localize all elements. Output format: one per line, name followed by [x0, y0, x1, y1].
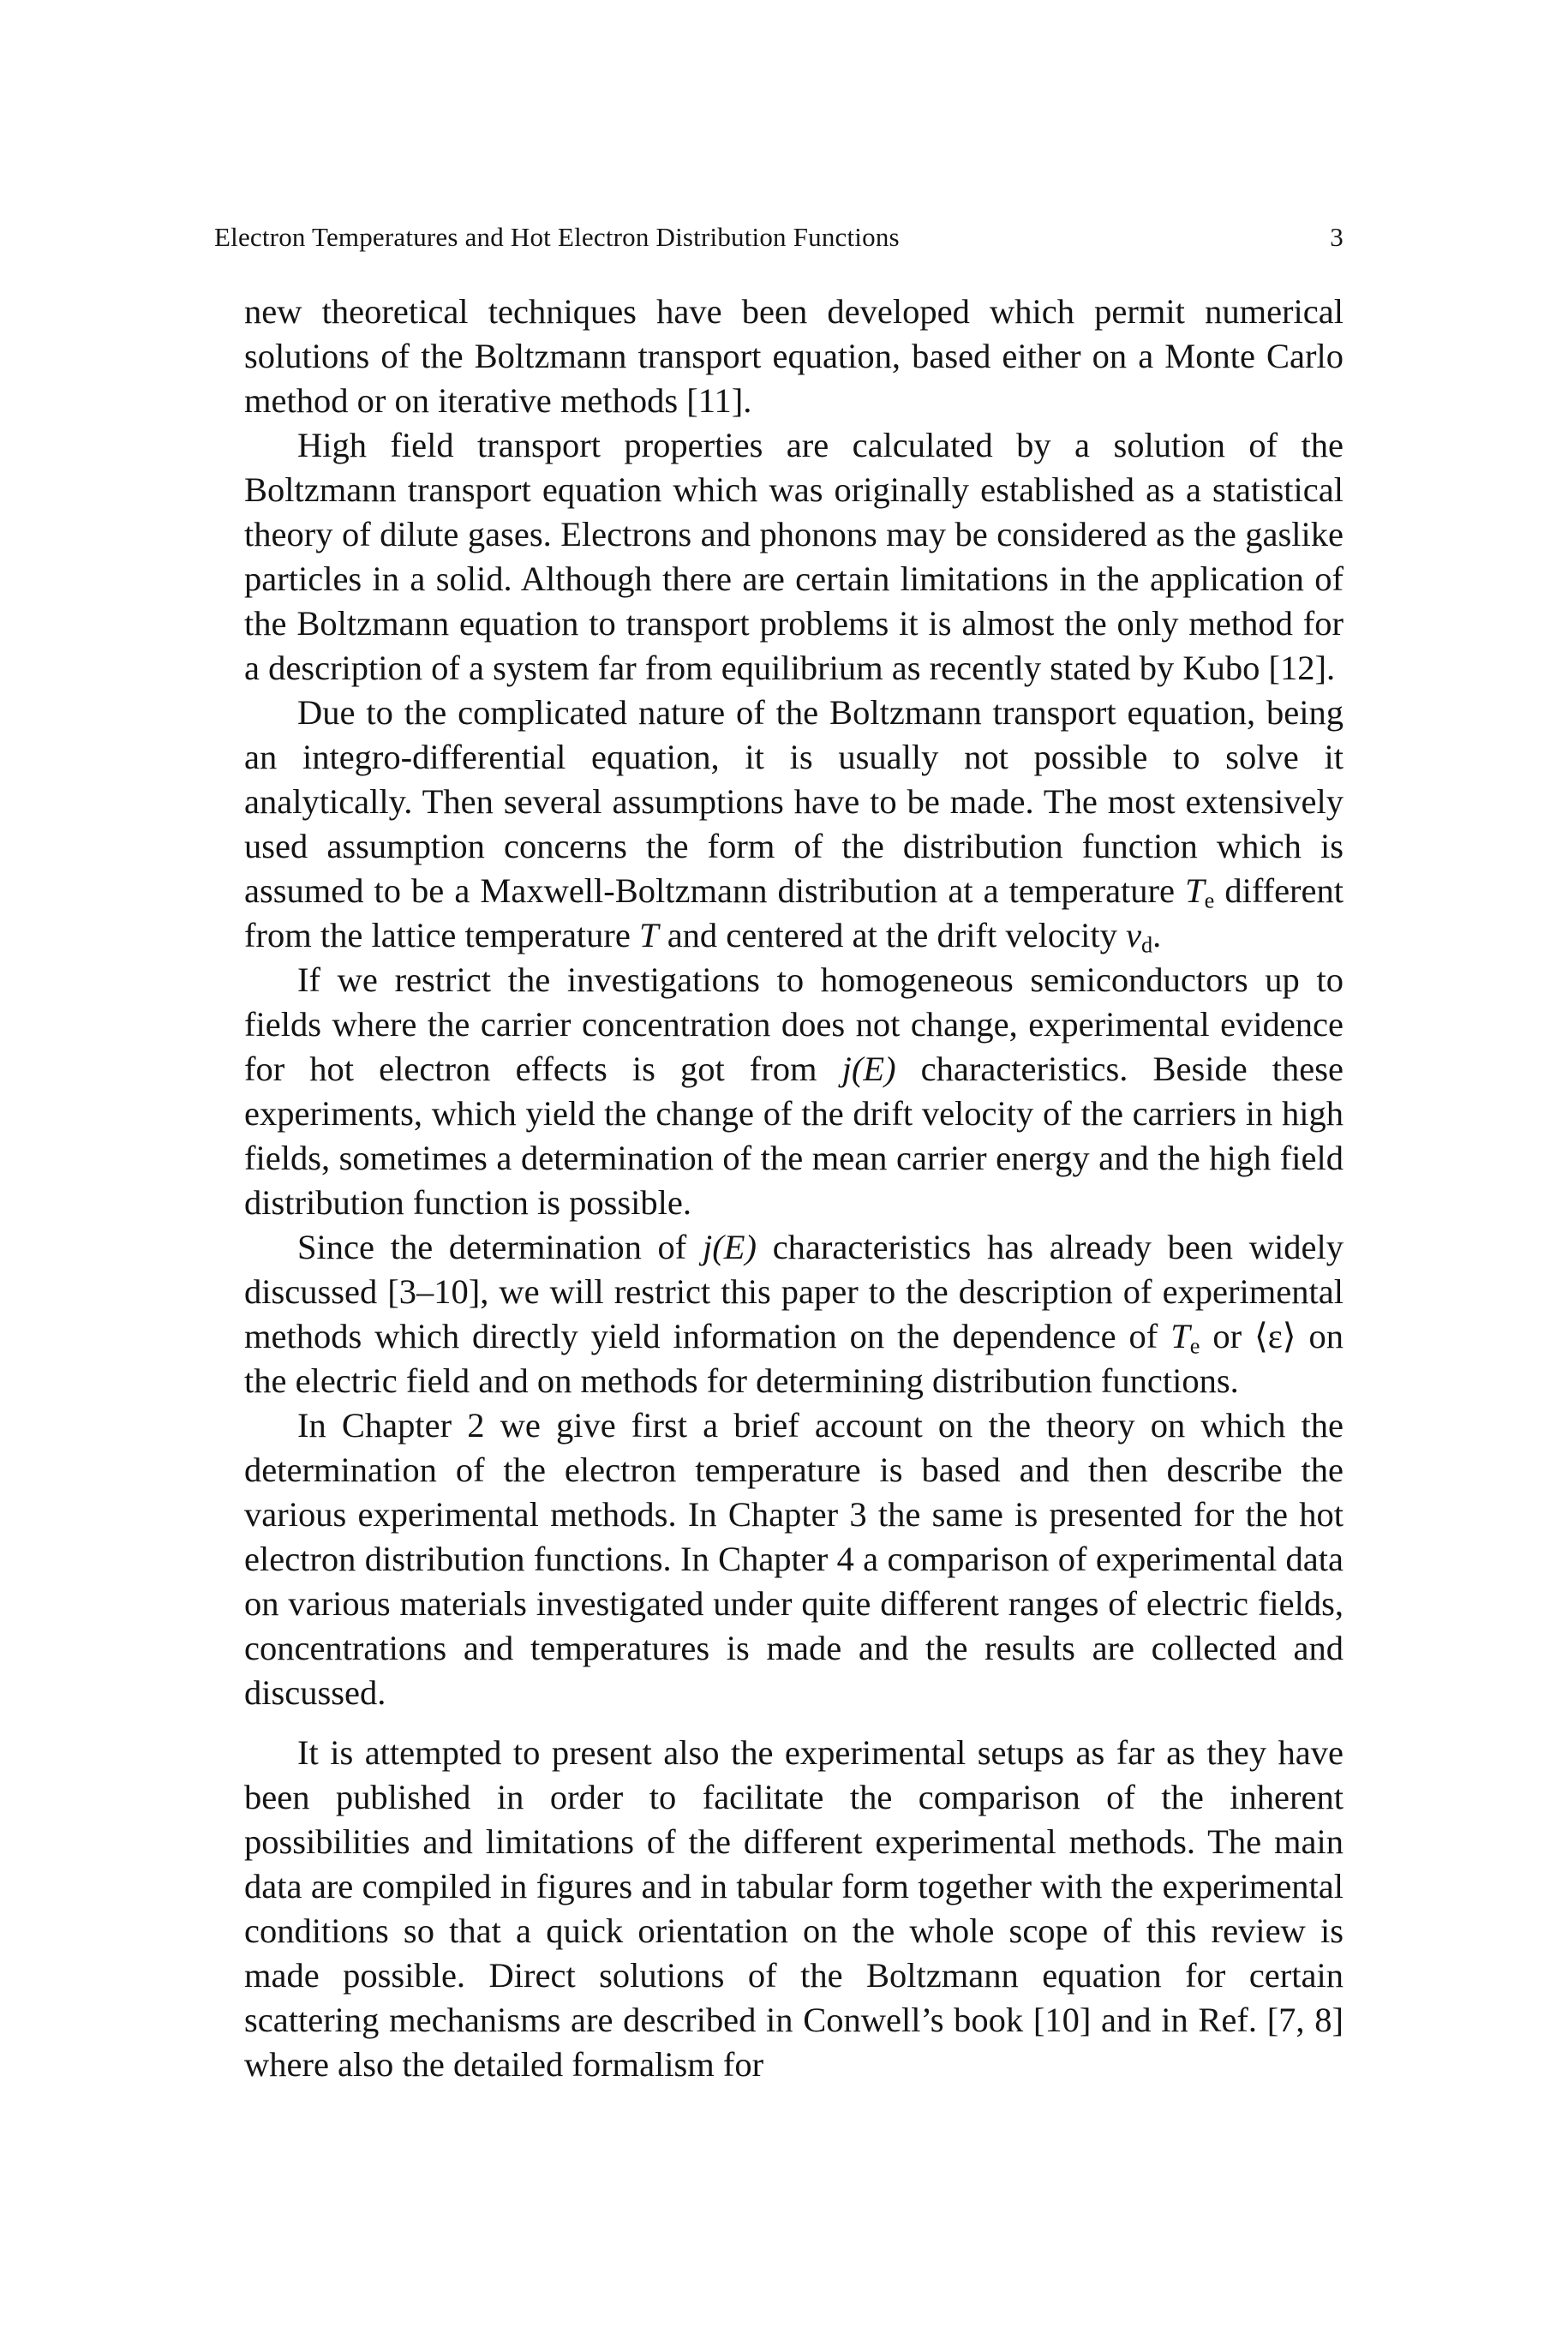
paragraph-3-text-c: and centered at the drift velocity	[667, 916, 1117, 954]
electron-temperature-symbol: T	[1170, 1317, 1190, 1355]
paragraph-4-text-a: If we restrict the investigations to homogeneous semiconductors up to fields where the carrier concentration does not change, experimental evidence for hot electron effects is got from	[244, 960, 1344, 1088]
electron-temperature-subscript: e	[1189, 1333, 1200, 1359]
paragraph-3-text-d: .	[1152, 916, 1162, 954]
paragraph-5	[244, 1225, 1344, 1403]
paragraph-7: It is attempted to present also the experimental setups as far as they have been published in order to facilitate the comparison of the inherent possibilities and limitations of the different experimental methods. The main data are compiled in figures and in tabular form together with the experimental conditions so that a quick orientation on the whole scope of this review is made possible. Direct solutions of the Boltzmann equation for certain scattering mechanisms are described in Conwell’s book [10] and in Ref. [7, 8] where also the detailed formalism for	[244, 1733, 1344, 2084]
lattice-temperature-symbol: T	[639, 916, 659, 954]
paragraph-3	[244, 691, 1344, 958]
drift-velocity-subscript: d	[1140, 932, 1153, 958]
current-field-symbol: j(E)	[703, 1228, 757, 1266]
paragraph-5-text-d: on the electric field and on methods for determining distribution functions.	[244, 1317, 1344, 1400]
paragraph-3-text-a: Due to the complicated nature of the Boltzmann transport equation, being an integro-differential equation, it is usually not possible to solve it analytically. Then several assumptions have to be made. The most extensively used assumption concerns the form of the distribution function which is assumed to be a Maxwell-Boltzmann distribution at a temperature	[244, 693, 1344, 910]
paragraph-2: High field transport properties are calculated by a solution of the Boltzmann transport equation which was originally established as a statistical theory of dilute gases. Electrons and phonons may be considered as the gaslike particles in a solid. Although there are certain limitations in the application of the Boltzmann equation to transport problems it is almost the only method for a description of a system far from equilibrium as recently stated by Kubo [12].	[244, 426, 1344, 687]
paragraph-5-text-a: Since the determination of	[297, 1228, 687, 1266]
paragraph-4-text-b: characteristics. Beside these experiments, which yield the change of the drift velocity of the carriers in high fields, sometimes a determination of the mean carrier energy and the high field distribution function is possible.	[244, 1050, 1344, 1222]
paragraph-1: new theoretical techniques have been developed which permit numerical solutions of the Boltzmann transport equation, based either on a Monte Carlo method or on iterative methods [11].	[244, 292, 1344, 420]
running-header	[214, 218, 1344, 256]
current-field-symbol: j(E)	[841, 1050, 896, 1088]
paragraph-5-text-b: characteristics has already been widely discussed [3–10], we will restrict this paper to the description of experimental methods which directly yield information on the dependence of	[244, 1228, 1344, 1355]
page-number: 3	[1330, 222, 1344, 252]
paragraph-6: In Chapter 2 we give first a brief account on the theory on which the determination of the electron temperature is based and then describe the various experimental methods. In Chapter 3 the same is presented for the hot electron distribution functions. In Chapter 4 a comparison of experimental data on various materials investigated under quite different ranges of electric fields, concentrations and temperatures is made and the results are collected and discussed.	[244, 1406, 1344, 1712]
electron-temperature-symbol: T	[1185, 871, 1205, 910]
paragraph-5-text-c: or	[1212, 1317, 1242, 1355]
paragraph-4	[244, 958, 1344, 1225]
paragraph-3-text-b: different from the lattice temperature	[244, 871, 1344, 954]
mean-energy-symbol: ⟨ε⟩	[1254, 1317, 1296, 1355]
header-title: Electron Temperatures and Hot Electron Distribution Functions	[214, 222, 900, 252]
electron-temperature-subscript: e	[1204, 888, 1215, 913]
body-text	[244, 290, 1344, 2087]
drift-velocity-symbol: v	[1125, 916, 1141, 954]
